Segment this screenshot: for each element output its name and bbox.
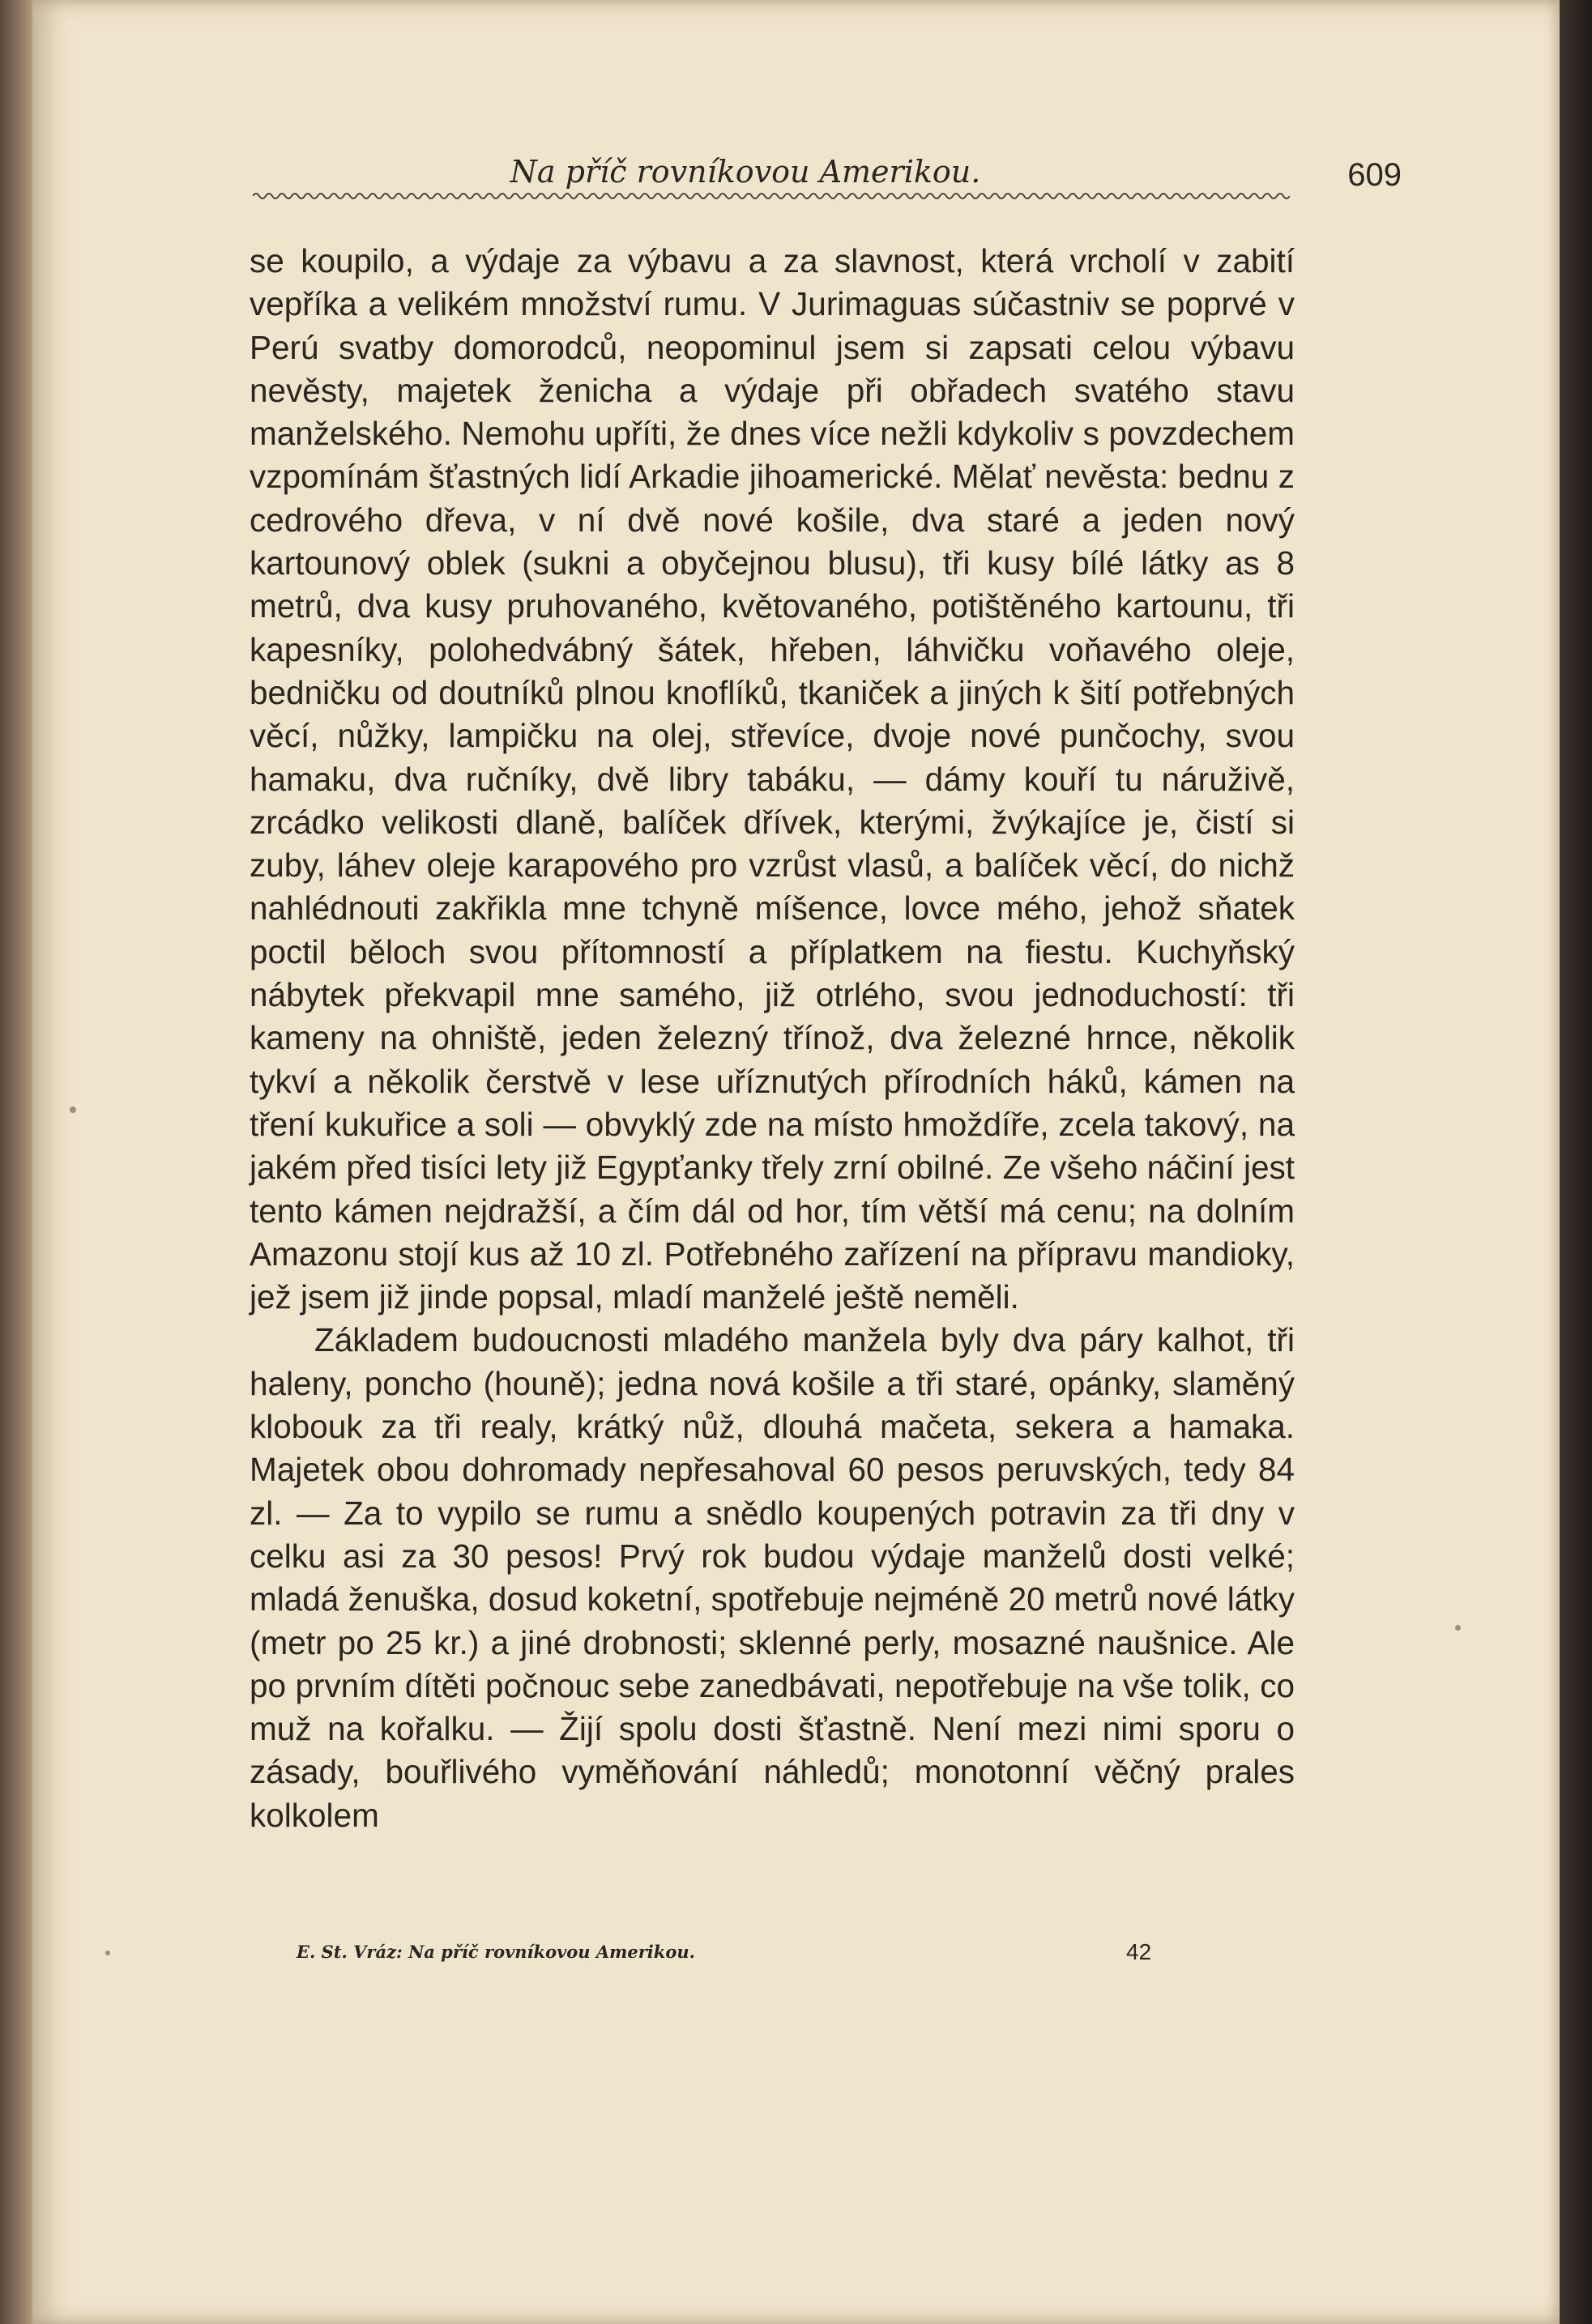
body-text (250, 240, 1295, 1837)
paper-speck (1455, 1625, 1461, 1631)
page-edge (1560, 0, 1592, 2324)
paper-speck (70, 1107, 76, 1113)
paragraph-2: Základem budoucnosti mladého manžela byly dva páry kalhot, tři haleny, poncho (houně); jedna nová košile a tři staré, opánky, slaměný klobouk za tři realy, krátký nůž, dlouhá mačeta, sekera a hamaka. Majetek obou dohromady nepřesahoval 60 pesos peruvských, tedy 84 zl. — Za to vypilo se rumu a snědlo koupených potravin za tři dny v celku asi za 30 pesos! Prvý rok budou výdaje manželů dosti velké; mladá ženuška, dosud koketní, spotřebuje nejméně 20 metrů nové látky (metr po 25 kr.) a jiné drobnosti; sklenné perly, mosazné naušnice. Ale po prvním dítěti počnouc sebe zanedbávati, nepotřebuje na vše tolik, co muž na kořalku. — Žijí spolu dosti šťastně. Není mezi nimi sporu o zásady, bouřlivého vyměňování náhledů; monotonní věčný prales kolkolem (250, 1321, 1295, 1834)
running-title: Na příč rovníkovou Amerikou. (510, 154, 981, 190)
paper-speck (105, 1951, 110, 1955)
footer-signature: E. St. Vráz: Na příč rovníkovou Amerikou. (297, 1942, 695, 1962)
wavy-rule-divider (253, 188, 1290, 204)
paragraph-1: se koupilo, a výdaje za výbavu a za slavnost, která vrcholí v zabití vepříka a velikém množství rumu. V Jurimaguas súčastniv se poprvé v Perú svatby domorodců, neopominul jsem si zapsati celou výbavu nevěsty, majetek ženicha a výdaje při obřadech svatého stavu manželského. Nemohu upříti, že dnes více nežli kdykoliv s povzdechem vzpomínám šťastných lidí Arkadie jihoamerické. Mělať nevěsta: bednu z cedrového dřeva, v ní dvě nové košile, dva staré a jeden nový kartounový oblek (sukni a obyčejnou blusu), tři kusy bílé látky as 8 metrů, dva kusy pruhovaného, květovaného, potištěného kartounu, tři kapesníky, polohedvábný šátek, hřeben, láhvičku voňavého oleje, bedničku od doutníků plnou knoflíků, tkaniček a jiných k šití potřebných věcí, nůžky, lampičku na olej, střevíce, dvoje nové punčochy, svou hamaku, dva ručníky, dvě libry tabáku, — dámy kouří tu náruživě, zrcádko velikosti dlaně, balíček dřívek, kterými, žvýkajíce je, čistí si zuby, láhev oleje karapového pro vzrůst vlasů, a balíček věcí, do nichž nahlédnouti zakřikla mne tchyně míšence, lovce mého, jehož sňatek poctil běloch svou přítomností a příplatkem na fiestu. Kuchyňský nábytek překvapil mne samého, již otrlého, svou jednoduchostí: tři kameny na ohniště, jeden železný třínož, dva železné hrnce, několik tykví a několik čerstvě v lese uříznutých přírodních háků, kámen na tření kukuřice a soli — obvyklý zde na místo hmoždíře, zcela takový, na jakém před tisíci lety již Egypťanky třely zrní obilné. Ze všeho náčiní jest tento kámen nejdražší, a čím dál od hor, tím větší má cenu; na dolním Amazonu stojí kus až 10 zl. Potřebného zařízení na přípravu mandioky, jež jsem již jinde popsal, mladí manželé ještě neměli. (250, 242, 1295, 1316)
footer-sheet-number: 42 (1126, 1939, 1152, 1964)
book-binding (0, 0, 32, 2324)
page-number: 609 (1347, 157, 1402, 193)
